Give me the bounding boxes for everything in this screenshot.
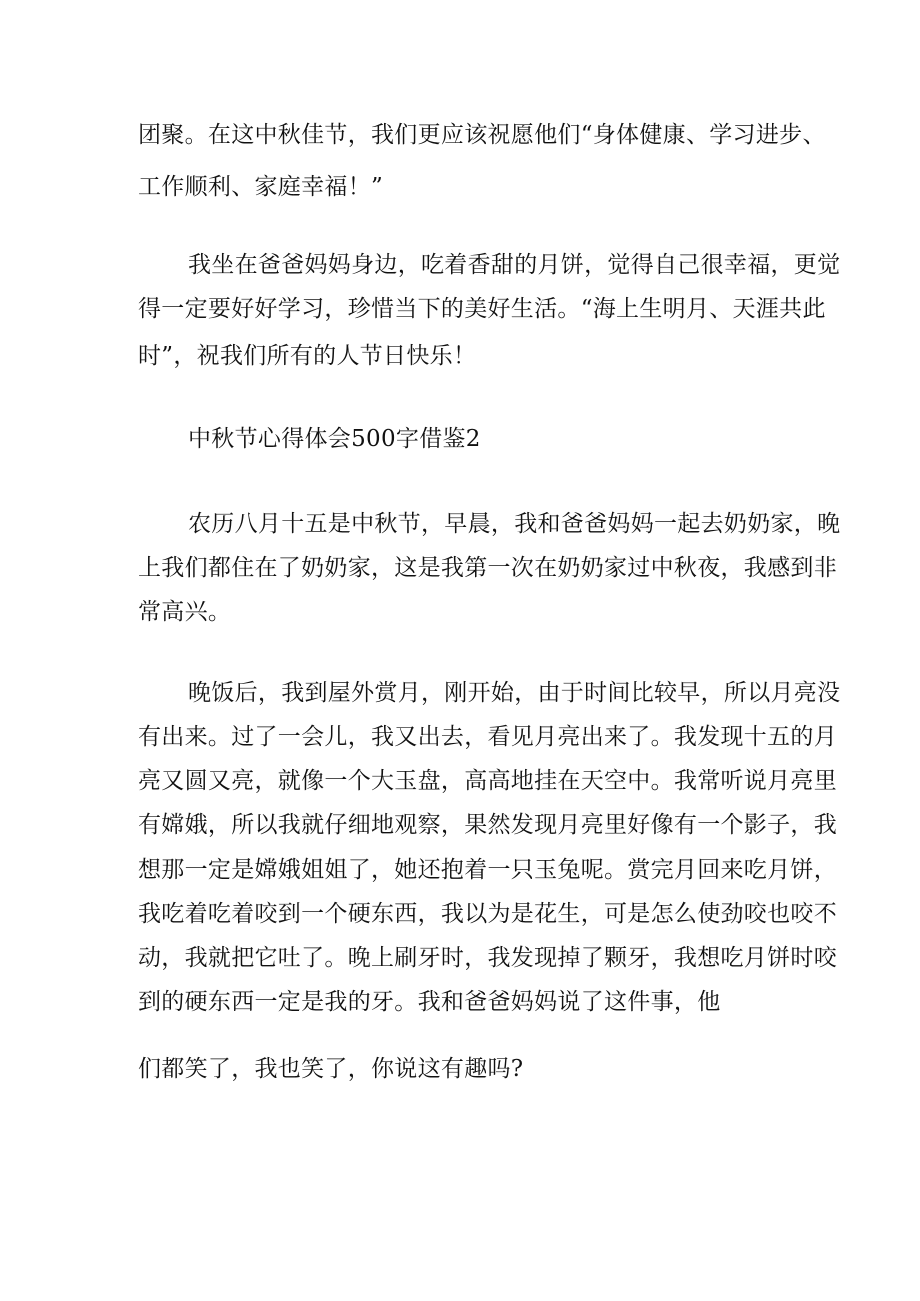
- paragraph-4-line-2: 有出来。过了一会儿，我又出去，看见月亮出来了。我发现十五的月: [138, 724, 837, 750]
- paragraph-4-line-5: 想那一定是嫦娥姐姐了，她还抱着一只玉兔呢。赏完月回来吃月饼，: [138, 857, 837, 883]
- paragraph-2-line-3: 时”，祝我们所有的人节日快乐！: [138, 343, 477, 369]
- paragraph-2-line-1: 我坐在爸爸妈妈身边，吃着香甜的月饼，觉得自己很幸福，更觉: [188, 252, 841, 278]
- paragraph-3-line-2: 上我们都住在了奶奶家，这是我第一次在奶奶家过中秋夜，我感到非: [138, 555, 837, 581]
- paragraph-4-line-1: 晚饭后，我到屋外赏月，刚开始，由于时间比较早，所以月亮没: [188, 680, 841, 706]
- paragraph-4-line-7: 动，我就把它吐了。晚上刷牙时，我发现掉了颗牙，我想吃月饼时咬: [138, 945, 837, 971]
- paragraph-1-line-1: 团聚。在这中秋佳节，我们更应该祝愿他们“身体健康、学习进步、: [138, 122, 826, 148]
- paragraph-5-line-1: 们都笑了，我也笑了，你说这有趣吗?: [138, 1056, 524, 1082]
- paragraph-1-line-2: 工作顺利、家庭幸福！”: [138, 174, 384, 200]
- paragraph-4-line-8: 到的硬东西一定是我的牙。我和爸爸妈妈说了这件事，他: [138, 989, 721, 1015]
- paragraph-4-line-4: 有嫦娥，所以我就仔细地观察，果然发现月亮里好像有一个影子，我: [138, 812, 837, 838]
- section-title: 中秋节心得体会500字借鉴2: [188, 426, 481, 452]
- paragraph-3-line-3: 常高兴。: [138, 599, 232, 625]
- paragraph-2-line-2: 得一定要好好学习，珍惜当下的美好生活。“海上生明月、天涯共此: [138, 296, 826, 322]
- paragraph-4-line-6: 我吃着吃着咬到一个硬东西，我以为是花生，可是怎么使劲咬也咬不: [138, 901, 837, 927]
- paragraph-4-line-3: 亮又圆又亮，就像一个大玉盘，高高地挂在天空中。我常听说月亮里: [138, 768, 837, 794]
- paragraph-3-line-1: 农历八月十五是中秋节，早晨，我和爸爸妈妈一起去奶奶家，晚: [188, 511, 841, 537]
